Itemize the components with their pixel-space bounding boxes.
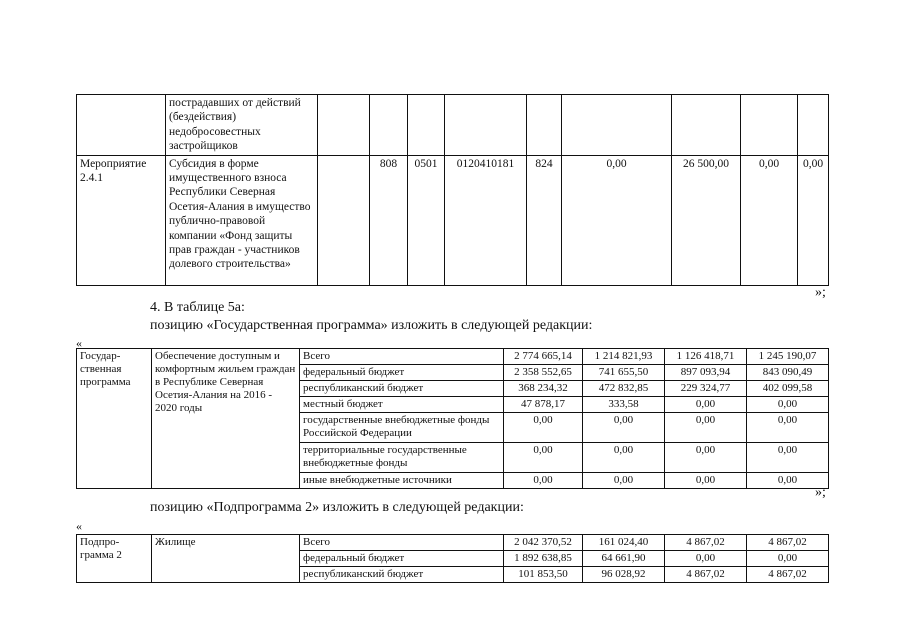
funding-source-cell: местный бюджет — [300, 397, 504, 413]
value-cell: 4 867,02 — [665, 535, 747, 551]
value-cell: 1 214 821,93 — [583, 349, 665, 365]
value-cell: 0,00 — [741, 155, 798, 285]
value-cell: 897 093,94 — [665, 365, 747, 381]
closing-quote: »; — [815, 285, 826, 300]
measure-name-cell: Мероприятие 2.4.1 — [77, 155, 166, 285]
value-cell: 4 867,02 — [665, 567, 747, 583]
value-cell: 0,00 — [583, 473, 665, 489]
value-cell: 402 099,58 — [747, 381, 829, 397]
value-cell: 0,00 — [504, 413, 583, 443]
table-state-program — [76, 348, 829, 489]
measure-name-cell — [77, 95, 166, 156]
value-cell: 1 892 638,85 — [504, 551, 583, 567]
value-cell: 333,58 — [583, 397, 665, 413]
funding-source-cell: федеральный бюджет — [300, 365, 504, 381]
value-cell: 2 358 552,65 — [504, 365, 583, 381]
value-cell: 4 867,02 — [747, 535, 829, 551]
value-cell: 26 500,00 — [672, 155, 741, 285]
value-cell: 0,00 — [665, 397, 747, 413]
value-cell: 0,00 — [747, 473, 829, 489]
value-cell: 368 234,32 — [504, 381, 583, 397]
value-cell: 1 245 190,07 — [747, 349, 829, 365]
funding-source-cell: территориальные государственные внебюджетные фонды — [300, 443, 504, 473]
value-cell: 0,00 — [504, 473, 583, 489]
grbs-code-cell: 808 — [370, 155, 408, 285]
table-row — [77, 155, 829, 285]
funding-source-cell: Всего — [300, 349, 504, 365]
measure-desc-cell: пострадавших от действий (бездействия) недобросовестных застройщиков — [166, 95, 318, 156]
value-cell: 0,00 — [665, 443, 747, 473]
program-name-cell: Подпро-грамма 2 — [77, 535, 152, 583]
expense-code-cell: 824 — [527, 155, 562, 285]
section-code-cell: 0501 — [408, 155, 445, 285]
table-row — [77, 349, 829, 365]
value-cell: 0,00 — [747, 413, 829, 443]
value-cell: 0,00 — [798, 155, 829, 285]
opening-quote: « — [76, 519, 82, 533]
funding-source-cell: федеральный бюджет — [300, 551, 504, 567]
paragraph-instruction: позицию «Государственная программа» изложить в следующей редакции: — [150, 318, 593, 333]
value-cell: 0,00 — [583, 413, 665, 443]
value-cell: 0,00 — [665, 473, 747, 489]
funding-source-cell: республиканский бюджет — [300, 567, 504, 583]
value-cell: 2 774 665,14 — [504, 349, 583, 365]
paragraph-instruction: позицию «Подпрограмма 2» изложить в следующей редакции: — [150, 500, 524, 515]
funding-source-cell: республиканский бюджет — [300, 381, 504, 397]
value-cell: 101 853,50 — [504, 567, 583, 583]
value-cell: 229 324,77 — [665, 381, 747, 397]
funding-source-cell: иные внебюджетные источники — [300, 473, 504, 489]
value-cell: 0,00 — [665, 551, 747, 567]
value-cell: 0,00 — [747, 397, 829, 413]
table-row — [77, 535, 829, 551]
value-cell: 741 655,50 — [583, 365, 665, 381]
value-cell: 47 878,17 — [504, 397, 583, 413]
program-desc-cell: Жилище — [152, 535, 300, 583]
table-measures — [76, 94, 829, 286]
value-cell: 0,00 — [665, 413, 747, 443]
program-name-cell: Государ-ственная программа — [77, 349, 152, 489]
opening-quote: « — [76, 336, 82, 350]
value-cell: 0,00 — [747, 551, 829, 567]
value-cell: 0,00 — [562, 155, 672, 285]
closing-quote: »; — [815, 485, 826, 500]
program-desc-cell: Обеспечение доступным и комфортным жильем граждан в Республике Северная Осетия-Алания на 2016 - 2020 годы — [152, 349, 300, 489]
table-subprogram — [76, 534, 829, 583]
value-cell: 64 661,90 — [583, 551, 665, 567]
value-cell: 2 042 370,52 — [504, 535, 583, 551]
funding-source-cell: Всего — [300, 535, 504, 551]
value-cell: 1 126 418,71 — [665, 349, 747, 365]
value-cell: 4 867,02 — [747, 567, 829, 583]
value-cell: 161 024,40 — [583, 535, 665, 551]
table-row — [77, 95, 829, 156]
value-cell: 0,00 — [747, 443, 829, 473]
value-cell: 0,00 — [504, 443, 583, 473]
value-cell: 472 832,85 — [583, 381, 665, 397]
measure-desc-cell: Субсидия в форме имущественного взноса Республики Северная Осетия-Алания в имущество публично-правовой компании «Фонд защиты прав граждан - участников долевого строительства» — [166, 155, 318, 285]
funding-source-cell: государственные внебюджетные фонды Российской Федерации — [300, 413, 504, 443]
paragraph-item-4: 4. В таблице 5а: — [150, 300, 245, 315]
value-cell: 843 090,49 — [747, 365, 829, 381]
value-cell: 96 028,92 — [583, 567, 665, 583]
target-code-cell: 0120410181 — [445, 155, 527, 285]
value-cell: 0,00 — [583, 443, 665, 473]
